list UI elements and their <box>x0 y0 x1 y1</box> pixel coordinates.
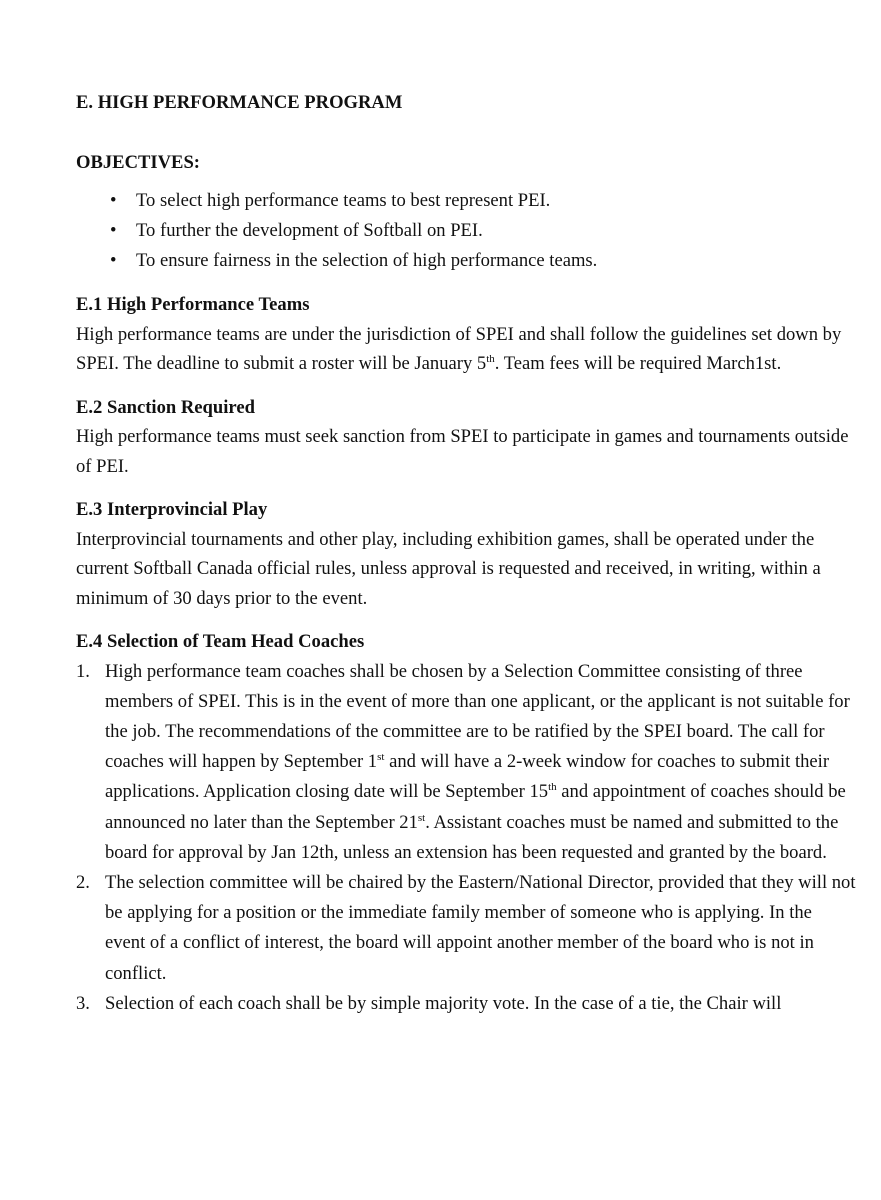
section-heading: E.1 High Performance Teams <box>76 294 310 315</box>
list-item-text: The selection committee will be chaired by the Eastern/National Director, provided that they will not be applying for a position or the immediate family member of someone who is applying. In the event of a conflict of interest, the board will appoint another member of the board who is not in conflict. <box>105 871 856 984</box>
coach-selection-list <box>76 657 856 1019</box>
section-body: High performance teams must seek sanction from SPEI to participate in games and tournaments outside of PEI. <box>76 426 849 477</box>
list-number: 1. <box>76 660 90 682</box>
objectives-list <box>76 186 856 276</box>
section-e2 <box>76 393 856 482</box>
bullet-icon: • <box>110 250 117 271</box>
list-item <box>76 868 856 989</box>
text-run: and will have a 2-week window for coaches to submit their applications. Application closing date will be September 15 <box>105 751 830 803</box>
list-number: 2. <box>76 871 90 893</box>
list-number: 3. <box>76 992 90 1014</box>
section-heading: E.3 Interprovincial Play <box>76 499 268 520</box>
section-text: . Team fees will be required March1st. <box>494 353 782 374</box>
objective-text: To further the development of Softball on PEI. <box>136 220 483 241</box>
bullet-icon: • <box>110 220 117 241</box>
list-item <box>76 216 856 246</box>
objectives-heading: OBJECTIVES: <box>76 151 200 173</box>
text-run: . Assistant coaches must be named and submitted to the board for approval by Jan 12th, unless an extension has been requested and granted by the board. <box>105 811 839 863</box>
ordinal-suffix: st <box>377 750 385 763</box>
section-e4 <box>76 627 856 1019</box>
document-title: E. HIGH PERFORMANCE PROGRAM <box>76 92 403 113</box>
ordinal-suffix: th <box>548 781 557 794</box>
document-page <box>76 88 856 1019</box>
section-body <box>76 320 856 379</box>
ordinal-suffix: st <box>417 811 426 824</box>
list-item <box>76 657 856 868</box>
section-body: Interprovincial tournaments and other play, including exhibition games, shall be operated under the current Softball Canada official rules, unless approval is requested and received, in writing, within a minimum of 30 days prior to the event. <box>76 528 821 609</box>
list-item <box>76 186 856 216</box>
list-item-text: Selection of each coach shall be by simple majority vote. In the case of a tie, the Chair will <box>105 992 782 1014</box>
objective-text: To ensure fairness in the selection of high performance teams. <box>136 250 598 271</box>
objective-text: To select high performance teams to best represent PEI. <box>136 190 551 211</box>
text-run: and appointment of coaches should be announced no later than the September 21 <box>105 781 846 833</box>
list-item <box>76 989 856 1019</box>
section-e3 <box>76 495 856 613</box>
section-heading: E.2 Sanction Required <box>76 396 255 418</box>
ordinal-suffix: th <box>486 352 495 365</box>
bullet-icon: • <box>110 190 117 211</box>
section-text: High performance teams are under the jurisdiction of SPEI and shall follow the guidelines set down by SPEI. The deadline to submit a roster will be January 5 <box>76 323 842 374</box>
section-e1 <box>76 290 856 379</box>
list-item <box>76 246 856 276</box>
list-item-text <box>105 661 850 863</box>
text-run: High performance team coaches shall be chosen by a Selection Committee consisting of three members of SPEI. This is in the event of more than one applicant, or the applicant is not suitable for the job. The recommendations of the committee are to be ratified by the SPEI board. The call for coaches will happen by September 1 <box>105 660 850 773</box>
section-heading: E.4 Selection of Team Head Coaches <box>76 631 365 652</box>
